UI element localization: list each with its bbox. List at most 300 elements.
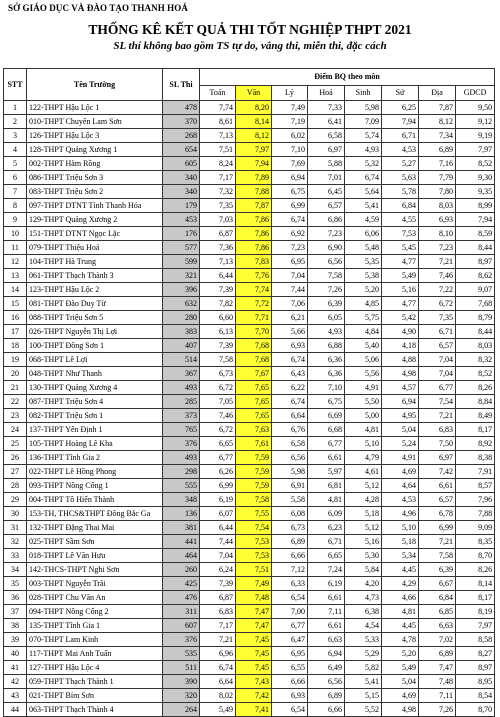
table-row [4, 647, 495, 661]
count-cell: 407 [163, 339, 200, 353]
score-ly-cell: 6,95 [272, 255, 308, 269]
school-name-cell: 010-THPT Chuyên Lam Sơn [27, 115, 163, 129]
score-dia-cell: 7,42 [419, 465, 456, 479]
score-hoa-cell: 7,33 [308, 101, 345, 115]
count-cell: 340 [163, 171, 200, 185]
score-su-cell: 4,96 [382, 507, 419, 521]
score-gdcd-cell: 8,32 [456, 353, 495, 367]
school-name-cell: 105-THPT Hoàng Lê Kha [27, 437, 163, 451]
score-ly-cell: 6,64 [272, 409, 308, 423]
page-subtitle: SL thí không bao gồm TS tự do, vắng thi, miễn thi, đặc cách [113, 40, 387, 52]
score-hoa-cell: 7,24 [308, 563, 345, 577]
score-ly-cell: 6,91 [272, 479, 308, 493]
score-dia-cell: 8,03 [419, 199, 456, 213]
score-van-cell: 7,65 [236, 381, 272, 395]
score-hoa-cell: 7,23 [308, 227, 345, 241]
count-cell: 383 [163, 325, 200, 339]
score-sinh-cell: 5,40 [345, 339, 382, 353]
score-sinh-cell: 4,20 [345, 577, 382, 591]
school-name-cell: 153-TH, THCS&THPT Đông Bắc Ga [27, 507, 163, 521]
score-hoa-cell: 6,63 [308, 633, 345, 647]
header-count: SL Thi [163, 69, 200, 101]
score-van-cell: 7,74 [236, 283, 272, 297]
count-cell: 285 [163, 395, 200, 409]
school-name-cell: 094-THPT Nông Cống 2 [27, 605, 163, 619]
school-name-cell: 142-THCS-THPT Nghi Sơn [27, 563, 163, 577]
count-cell: 136 [163, 507, 200, 521]
school-name-cell: 063-THPT Thạch Thành 4 [27, 703, 163, 717]
score-sinh-cell: 7,09 [345, 115, 382, 129]
score-van-cell: 7,42 [236, 689, 272, 703]
score-su-cell: 4,98 [382, 703, 419, 717]
score-ly-cell: 6,08 [272, 507, 308, 521]
score-hoa-cell: 5,88 [308, 157, 345, 171]
stt-cell: 41 [4, 661, 27, 675]
score-hoa-cell: 6,69 [308, 409, 345, 423]
score-ly-cell: 7,23 [272, 241, 308, 255]
stt-cell: 9 [4, 213, 27, 227]
score-dia-cell: 7,46 [419, 269, 456, 283]
stt-cell: 40 [4, 647, 27, 661]
score-su-cell: 4,66 [382, 591, 419, 605]
table-row [4, 269, 495, 283]
school-name-cell: 079-THPT Thiệu Hoá [27, 241, 163, 255]
score-van-cell: 7,48 [236, 591, 272, 605]
score-sinh-cell: 5,35 [345, 255, 382, 269]
score-hoa-cell: 6,23 [308, 521, 345, 535]
score-gdcd-cell: 8,17 [456, 423, 495, 437]
table-body [4, 101, 495, 717]
score-toan-cell: 7,13 [200, 255, 236, 269]
stt-cell: 6 [4, 171, 27, 185]
table-row [4, 143, 495, 157]
score-gdcd-cell: 7,88 [456, 507, 495, 521]
score-hoa-cell: 6,66 [308, 703, 345, 717]
score-su-cell: 4,57 [382, 381, 419, 395]
score-sinh-cell: 4,93 [345, 143, 382, 157]
score-toan-cell: 6,74 [200, 661, 236, 675]
table-row [4, 493, 495, 507]
score-dia-cell: 6,99 [419, 521, 456, 535]
school-name-cell: 123-THPT Hậu Lộc 2 [27, 283, 163, 297]
count-cell: 478 [163, 101, 200, 115]
score-gdcd-cell: 8,70 [456, 703, 495, 717]
score-gdcd-cell: 8,84 [456, 395, 495, 409]
score-ly-cell: 6,54 [272, 703, 308, 717]
score-gdcd-cell: 8,35 [456, 535, 495, 549]
count-cell: 555 [163, 479, 200, 493]
stt-cell: 23 [4, 409, 27, 423]
table-row [4, 353, 495, 367]
score-sinh-cell: 4,61 [345, 465, 382, 479]
score-dia-cell: 7,26 [419, 703, 456, 717]
header-subject-ly: Lý [272, 86, 308, 101]
score-sinh-cell: 5,38 [345, 269, 382, 283]
score-sinh-cell: 4,84 [345, 325, 382, 339]
score-su-cell: 6,25 [382, 101, 419, 115]
score-gdcd-cell: 8,58 [456, 633, 495, 647]
score-su-cell: 5,16 [382, 283, 419, 297]
score-su-cell: 5,04 [382, 423, 419, 437]
score-van-cell: 7,53 [236, 535, 272, 549]
score-toan-cell: 6,44 [200, 269, 236, 283]
score-sinh-cell: 5,12 [345, 521, 382, 535]
score-van-cell: 7,68 [236, 339, 272, 353]
stt-cell: 7 [4, 185, 27, 199]
score-gdcd-cell: 9,09 [456, 521, 495, 535]
score-gdcd-cell: 8,95 [456, 675, 495, 689]
school-name-cell: 151-THPT DTNT Ngọc Lặc [27, 227, 163, 241]
school-name-cell: 048-THPT Như Thanh [27, 367, 163, 381]
score-su-cell: 4,88 [382, 353, 419, 367]
school-name-cell: 086-THPT Triệu Sơn 3 [27, 171, 163, 185]
score-hoa-cell: 6,65 [308, 549, 345, 563]
score-dia-cell: 6,57 [419, 493, 456, 507]
score-toan-cell: 7,51 [200, 143, 236, 157]
school-name-cell: 130-THPT Quảng Xương 4 [27, 381, 163, 395]
score-hoa-cell: 6,68 [308, 423, 345, 437]
score-gdcd-cell: 8,38 [456, 451, 495, 465]
score-dia-cell: 6,78 [419, 507, 456, 521]
score-su-cell: 4,98 [382, 367, 419, 381]
score-dia-cell: 7,21 [419, 535, 456, 549]
score-dia-cell: 7,22 [419, 283, 456, 297]
score-van-cell: 7,61 [236, 437, 272, 451]
school-name-cell: 128-THPT Quảng Xương 1 [27, 143, 163, 157]
school-name-cell: 022-THPT Lê Hồng Phong [27, 465, 163, 479]
score-van-cell: 7,76 [236, 269, 272, 283]
score-hoa-cell: 6,41 [308, 115, 345, 129]
score-ly-cell: 7,44 [272, 283, 308, 297]
score-hoa-cell: 4,93 [308, 325, 345, 339]
score-su-cell: 5,20 [382, 647, 419, 661]
table-row [4, 619, 495, 633]
score-sinh-cell: 5,10 [345, 437, 382, 451]
score-gdcd-cell: 9,12 [456, 115, 495, 129]
header-subject-gdcd: GDCD [456, 86, 495, 101]
score-sinh-cell: 5,56 [345, 367, 382, 381]
table-row [4, 213, 495, 227]
score-su-cell: 5,49 [382, 269, 419, 283]
score-dia-cell: 6,61 [419, 479, 456, 493]
score-toan-cell: 7,04 [200, 549, 236, 563]
school-name-cell: 136-THPT Tĩnh Gia 2 [27, 451, 163, 465]
count-cell: 370 [163, 115, 200, 129]
score-su-cell: 4,45 [382, 563, 419, 577]
score-toan-cell: 7,39 [200, 577, 236, 591]
table-row [4, 311, 495, 325]
score-dia-cell: 7,04 [419, 353, 456, 367]
score-su-cell: 4,69 [382, 465, 419, 479]
score-gdcd-cell: 8,26 [456, 381, 495, 395]
table-row [4, 381, 495, 395]
score-dia-cell: 6,63 [419, 619, 456, 633]
score-hoa-cell: 6,57 [308, 199, 345, 213]
score-ly-cell: 6,75 [272, 185, 308, 199]
score-toan-cell: 7,82 [200, 297, 236, 311]
score-ly-cell: 6,77 [272, 619, 308, 633]
stt-cell: 38 [4, 619, 27, 633]
score-toan-cell: 5,49 [200, 703, 236, 717]
score-hoa-cell: 5,97 [308, 465, 345, 479]
score-van-cell: 7,55 [236, 507, 272, 521]
score-toan-cell: 6,83 [200, 605, 236, 619]
score-hoa-cell: 7,26 [308, 283, 345, 297]
stt-cell: 11 [4, 241, 27, 255]
score-toan-cell: 6,44 [200, 521, 236, 535]
score-van-cell: 7,47 [236, 605, 272, 619]
table-row [4, 283, 495, 297]
score-sinh-cell: 6,74 [345, 171, 382, 185]
table-row [4, 101, 495, 115]
score-van-cell: 7,51 [236, 563, 272, 577]
score-sinh-cell: 5,82 [345, 661, 382, 675]
school-name-cell: 087-THPT Triệu Sơn 4 [27, 395, 163, 409]
score-hoa-cell: 6,81 [308, 479, 345, 493]
score-dia-cell: 7,80 [419, 185, 456, 199]
table-row [4, 157, 495, 171]
school-name-cell: 059-THPT Thạch Thành 1 [27, 675, 163, 689]
stt-cell: 26 [4, 451, 27, 465]
score-dia-cell: 6,67 [419, 577, 456, 591]
header-subject-sinh: Sinh [345, 86, 382, 101]
score-hoa-cell: 6,56 [308, 675, 345, 689]
score-ly-cell: 6,74 [272, 395, 308, 409]
score-ly-cell: 6,93 [272, 689, 308, 703]
count-cell: 464 [163, 549, 200, 563]
count-cell: 311 [163, 605, 200, 619]
score-ly-cell: 7,04 [272, 269, 308, 283]
score-toan-cell: 7,17 [200, 619, 236, 633]
score-su-cell: 5,63 [382, 171, 419, 185]
score-dia-cell: 6,89 [419, 647, 456, 661]
table-row [4, 591, 495, 605]
table-row [4, 255, 495, 269]
header-subject-group: Điểm BQ theo môn [200, 69, 495, 86]
score-dia-cell: 6,72 [419, 297, 456, 311]
score-hoa-cell: 6,90 [308, 241, 345, 255]
score-hoa-cell: 6,89 [308, 689, 345, 703]
score-dia-cell: 6,93 [419, 213, 456, 227]
score-sinh-cell: 5,64 [345, 185, 382, 199]
stt-cell: 3 [4, 129, 27, 143]
score-van-cell: 7,86 [236, 241, 272, 255]
score-toan-cell: 7,03 [200, 213, 236, 227]
school-name-cell: 002-THPT Hàm Rồng [27, 157, 163, 171]
score-sinh-cell: 4,81 [345, 423, 382, 437]
score-dia-cell: 7,16 [419, 157, 456, 171]
score-ly-cell: 5,58 [272, 493, 308, 507]
school-name-cell: 003-THPT Nguyễn Trãi [27, 577, 163, 591]
score-gdcd-cell: 8,54 [456, 689, 495, 703]
score-dia-cell: 8,12 [419, 115, 456, 129]
score-toan-cell: 6,64 [200, 675, 236, 689]
score-dia-cell: 6,71 [419, 325, 456, 339]
score-toan-cell: 7,58 [200, 353, 236, 367]
count-cell: 605 [163, 157, 200, 171]
score-hoa-cell: 6,88 [308, 339, 345, 353]
stt-cell: 27 [4, 465, 27, 479]
table-row [4, 689, 495, 703]
score-hoa-cell: 6,71 [308, 535, 345, 549]
score-sinh-cell: 5,52 [345, 703, 382, 717]
score-su-cell: 7,94 [382, 115, 419, 129]
school-name-cell: 097-THPT DTNT Tỉnh Thanh Hóa [27, 199, 163, 213]
score-ly-cell: 6,74 [272, 353, 308, 367]
score-su-cell: 6,71 [382, 129, 419, 143]
score-ly-cell: 7,49 [272, 101, 308, 115]
score-gdcd-cell: 9,35 [456, 185, 495, 199]
stt-cell: 12 [4, 255, 27, 269]
score-toan-cell: 6,26 [200, 465, 236, 479]
count-cell: 376 [163, 437, 200, 451]
stt-cell: 2 [4, 115, 27, 129]
score-ly-cell: 6,56 [272, 451, 308, 465]
score-dia-cell: 7,35 [419, 311, 456, 325]
count-cell: 425 [163, 577, 200, 591]
score-toan-cell: 8,61 [200, 115, 236, 129]
score-toan-cell: 7,39 [200, 283, 236, 297]
score-gdcd-cell: 8,97 [456, 255, 495, 269]
score-sinh-cell: 5,06 [345, 353, 382, 367]
count-cell: 535 [163, 647, 200, 661]
score-toan-cell: 7,13 [200, 129, 236, 143]
score-hoa-cell: 6,77 [308, 437, 345, 451]
score-van-cell: 7,54 [236, 521, 272, 535]
school-name-cell: 026-THPT Nguyễn Thị Lợi [27, 325, 163, 339]
score-dia-cell: 7,79 [419, 171, 456, 185]
table-row [4, 297, 495, 311]
header-stt: STT [4, 69, 27, 101]
score-sinh-cell: 4,85 [345, 297, 382, 311]
score-gdcd-cell: 8,26 [456, 563, 495, 577]
count-cell: 260 [163, 563, 200, 577]
score-dia-cell: 6,85 [419, 605, 456, 619]
score-van-cell: 7,63 [236, 423, 272, 437]
header-subject-dia: Địa [419, 86, 456, 101]
count-cell: 390 [163, 675, 200, 689]
score-van-cell: 7,89 [236, 171, 272, 185]
score-van-cell: 7,87 [236, 199, 272, 213]
score-hoa-cell: 6,39 [308, 297, 345, 311]
school-name-cell: 100-THPT Đông Sơn 1 [27, 339, 163, 353]
score-sinh-cell: 4,54 [345, 619, 382, 633]
count-cell: 280 [163, 311, 200, 325]
score-toan-cell: 7,36 [200, 241, 236, 255]
score-sinh-cell: 5,33 [345, 633, 382, 647]
score-gdcd-cell: 8,14 [456, 577, 495, 591]
score-gdcd-cell: 9,19 [456, 129, 495, 143]
score-van-cell: 8,20 [236, 101, 272, 115]
score-hoa-cell: 6,36 [308, 353, 345, 367]
score-gdcd-cell: 9,50 [456, 101, 495, 115]
score-toan-cell: 8,02 [200, 689, 236, 703]
score-dia-cell: 7,21 [419, 409, 456, 423]
score-van-cell: 7,72 [236, 297, 272, 311]
score-gdcd-cell: 7,94 [456, 213, 495, 227]
school-name-cell: 122-THPT Hậu Lộc 1 [27, 101, 163, 115]
score-su-cell: 4,55 [382, 213, 419, 227]
score-ly-cell: 6,94 [272, 171, 308, 185]
header-subject-hoa: Hoá [308, 86, 345, 101]
score-ly-cell: 6,22 [272, 381, 308, 395]
score-sinh-cell: 4,59 [345, 213, 382, 227]
score-sinh-cell: 5,30 [345, 549, 382, 563]
score-sinh-cell: 4,79 [345, 451, 382, 465]
score-hoa-cell: 6,94 [308, 647, 345, 661]
score-toan-cell: 7,39 [200, 339, 236, 353]
score-su-cell: 4,29 [382, 577, 419, 591]
score-toan-cell: 6,87 [200, 591, 236, 605]
stt-cell: 30 [4, 507, 27, 521]
count-cell: 320 [163, 689, 200, 703]
school-name-cell: 018-THPT Lê Văn Hưu [27, 549, 163, 563]
score-gdcd-cell: 8,52 [456, 157, 495, 171]
score-su-cell: 5,04 [382, 675, 419, 689]
count-cell: 599 [163, 255, 200, 269]
table-row [4, 423, 495, 437]
score-ly-cell: 6,95 [272, 647, 308, 661]
score-hoa-cell: 6,05 [308, 311, 345, 325]
header-subject-van: Văn [236, 86, 272, 101]
score-toan-cell: 6,07 [200, 507, 236, 521]
table-row [4, 605, 495, 619]
school-name-cell: 082-THPT Triệu Sơn 1 [27, 409, 163, 423]
score-hoa-cell: 7,11 [308, 605, 345, 619]
score-dia-cell: 6,84 [419, 591, 456, 605]
score-sinh-cell: 5,12 [345, 479, 382, 493]
score-van-cell: 7,45 [236, 633, 272, 647]
count-cell: 321 [163, 269, 200, 283]
count-cell: 453 [163, 213, 200, 227]
score-van-cell: 7,86 [236, 227, 272, 241]
school-name-cell: 127-THPT Hậu Lộc 4 [27, 661, 163, 675]
score-sinh-cell: 5,84 [345, 563, 382, 577]
score-gdcd-cell: 8,57 [456, 479, 495, 493]
score-su-cell: 5,45 [382, 241, 419, 255]
score-ly-cell: 6,89 [272, 535, 308, 549]
count-cell: 511 [163, 661, 200, 675]
score-sinh-cell: 6,06 [345, 227, 382, 241]
score-gdcd-cell: 9,07 [456, 283, 495, 297]
score-hoa-cell: 7,58 [308, 269, 345, 283]
score-sinh-cell: 6,38 [345, 605, 382, 619]
score-ly-cell: 6,66 [272, 549, 308, 563]
score-su-cell: 5,34 [382, 549, 419, 563]
score-ly-cell: 7,06 [272, 297, 308, 311]
score-hoa-cell: 6,86 [308, 213, 345, 227]
stt-cell: 32 [4, 535, 27, 549]
score-toan-cell: 7,46 [200, 409, 236, 423]
score-ly-cell: 6,73 [272, 521, 308, 535]
table-row [4, 451, 495, 465]
score-dia-cell: 6,57 [419, 339, 456, 353]
score-sinh-cell: 5,18 [345, 507, 382, 521]
school-name-cell: 117-THPT Mai Anh Tuấn [27, 647, 163, 661]
count-cell: 654 [163, 143, 200, 157]
score-sinh-cell: 5,32 [345, 157, 382, 171]
school-name-cell: 135-THPT Tĩnh Gia 1 [27, 619, 163, 633]
score-sinh-cell: 5,48 [345, 241, 382, 255]
score-van-cell: 7,47 [236, 619, 272, 633]
score-su-cell: 4,90 [382, 325, 419, 339]
stt-cell: 20 [4, 367, 27, 381]
score-su-cell: 5,24 [382, 437, 419, 451]
score-toan-cell: 6,65 [200, 437, 236, 451]
score-ly-cell: 6,58 [272, 437, 308, 451]
table-row [4, 171, 495, 185]
score-van-cell: 7,45 [236, 661, 272, 675]
